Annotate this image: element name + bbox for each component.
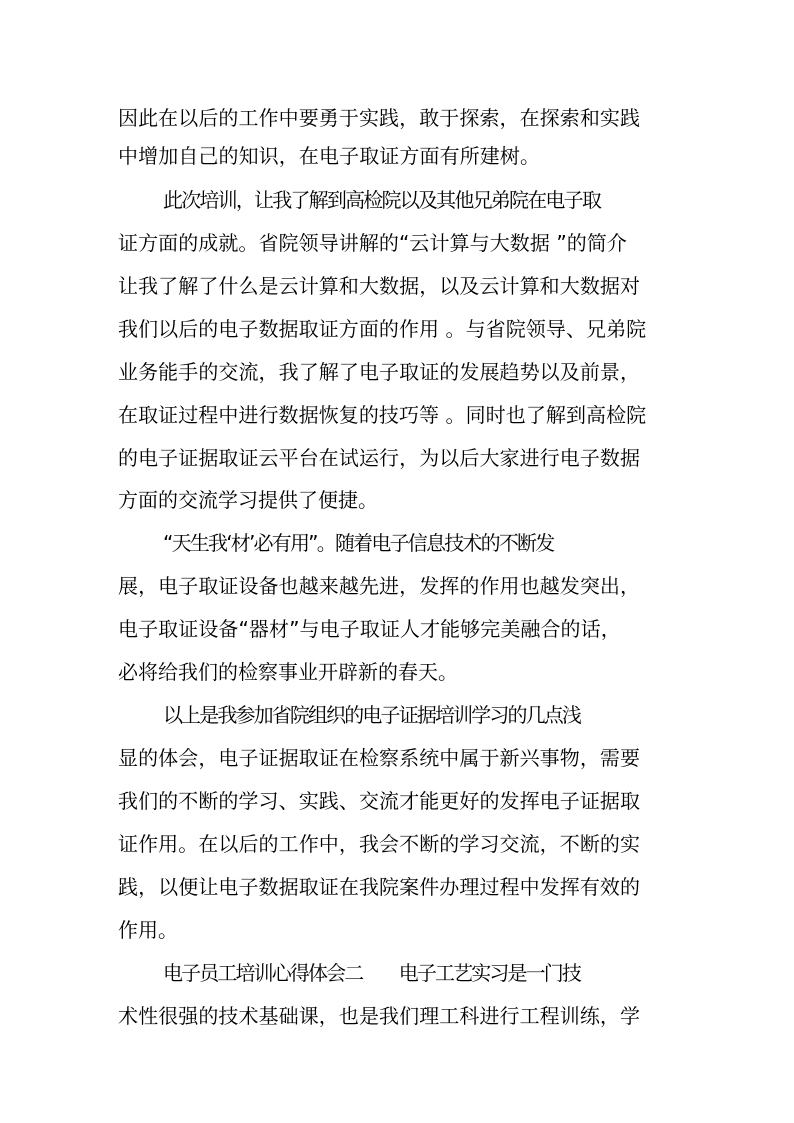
body-text-line: 必将给我们的检察事业开辟新的春天。 [118,660,458,684]
paragraph-first-line: 以上是我参加省院组织的电子证据培训学习的几点浅 [163,703,580,727]
body-text-line: 术性很强的技术基础课，也是我们理工科进行工程训练，学 [118,1004,641,1028]
body-text-line: 中增加自己的知识，在电子取证方面有所建树。 [118,144,541,168]
paragraph-first-line: 电子员工培训心得体会二 电子工艺实习是一门技 [163,961,580,985]
body-text-line: 电子取证设备“器材”与电子取证人才能够完美融合的话， [118,617,621,641]
body-text-line: 在取证过程中进行数据恢复的技巧等 。同时也了解到高检院 [118,403,647,427]
body-text-line: 展，电子取证设备也越来越先进，发挥的作用也越发突出， [118,574,641,598]
body-text-line: 作用。 [118,918,178,942]
body-text-line: 践，以便让电子数据取证在我院案件办理过程中发挥有效的 [118,875,641,899]
body-text-line: 的电子证据取证云平台在试运行，为以后大家进行电子数据 [118,446,641,470]
body-text-line: 方面的交流学习提供了便捷。 [118,488,378,512]
body-text-line: 证方面的成就。省院领导讲解的“云计算与大数据 ”的简介 [118,231,627,255]
body-text-line: 证作用。在以后的工作中，我会不断的学习交流，不断的实 [118,832,641,856]
body-text-line: 让我了解了什么是云计算和大数据，以及云计算和大数据对 [118,274,641,298]
body-text-line: 我们以后的电子数据取证方面的作用 。与省院领导、兄弟院 [118,317,647,341]
body-text-line: 因此在以后的工作中要勇于实践，敢于探索，在探索和实践 [118,106,641,130]
body-text-line: 业务能手的交流，我了解了电子取证的发展趋势以及前景， [118,360,641,384]
body-text-line: 我们的不断的学习、实践、交流才能更好的发挥电子证据取 [118,789,641,813]
body-text-line: 显的体会，电子证据取证在检察系统中属于新兴事物，需要 [118,746,641,770]
paragraph-first-line: “天生我‘材’必有用”。随着电子信息技术的不断发 [163,531,554,555]
paragraph-first-line: 此次培训，让我了解到高检院以及其他兄弟院在电子取 [163,188,601,212]
